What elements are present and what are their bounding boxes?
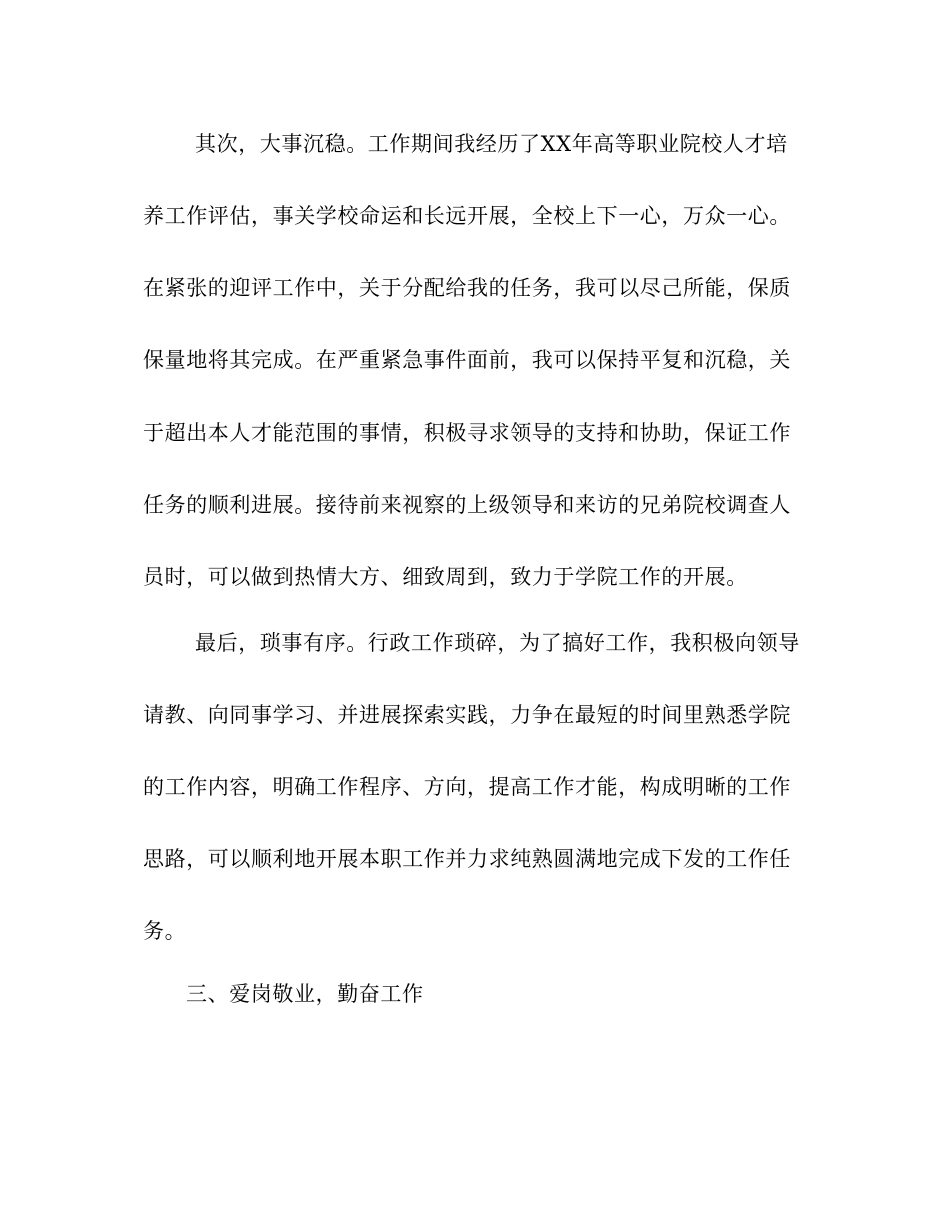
paragraph-1-line-2: 养工作评估，事关学校命运和长远开展，全校上下一心，万众一心。 [143, 204, 791, 228]
paragraph-1-line-4: 保量地将其完成。在严重紧急事件面前，我可以保持平复和沉稳，关 [143, 348, 791, 372]
paragraph-1-line-1: 其次，大事沉稳。工作期间我经历了XX年高等职业院校人才培 [195, 132, 788, 156]
paragraph-2-line-4: 思路，可以顺利地开展本职工作并力求纯熟圆满地完成下发的工作任 [143, 847, 791, 871]
paragraph-2-line-2: 请教、向同事学习、并进展探索实践，力争在最短的时间里熟悉学院 [143, 703, 791, 727]
paragraph-1-line-6: 任务的顺利进展。接待前来视察的上级领导和来访的兄弟院校调查人 [143, 493, 791, 517]
paragraph-2-line-1: 最后，琐事有序。行政工作琐碎，为了搞好工作，我积极向领导 [195, 631, 800, 655]
paragraph-1-line-5: 于超出本人才能范围的事情，积极寻求领导的支持和协助，保证工作 [143, 421, 791, 445]
paragraph-1-line-3: 在紧张的迎评工作中，关于分配给我的任务，我可以尽己所能，保质 [143, 276, 791, 300]
paragraph-2-line-5: 务。 [143, 919, 187, 943]
section-heading: 三、爱岗敬业，勤奋工作 [186, 982, 424, 1006]
paragraph-2-line-3: 的工作内容，明确工作程序、方向，提高工作才能，构成明晰的工作 [143, 775, 791, 799]
paragraph-1-line-7: 员时，可以做到热情大方、细致周到，致力于学院工作的开展。 [143, 565, 748, 589]
